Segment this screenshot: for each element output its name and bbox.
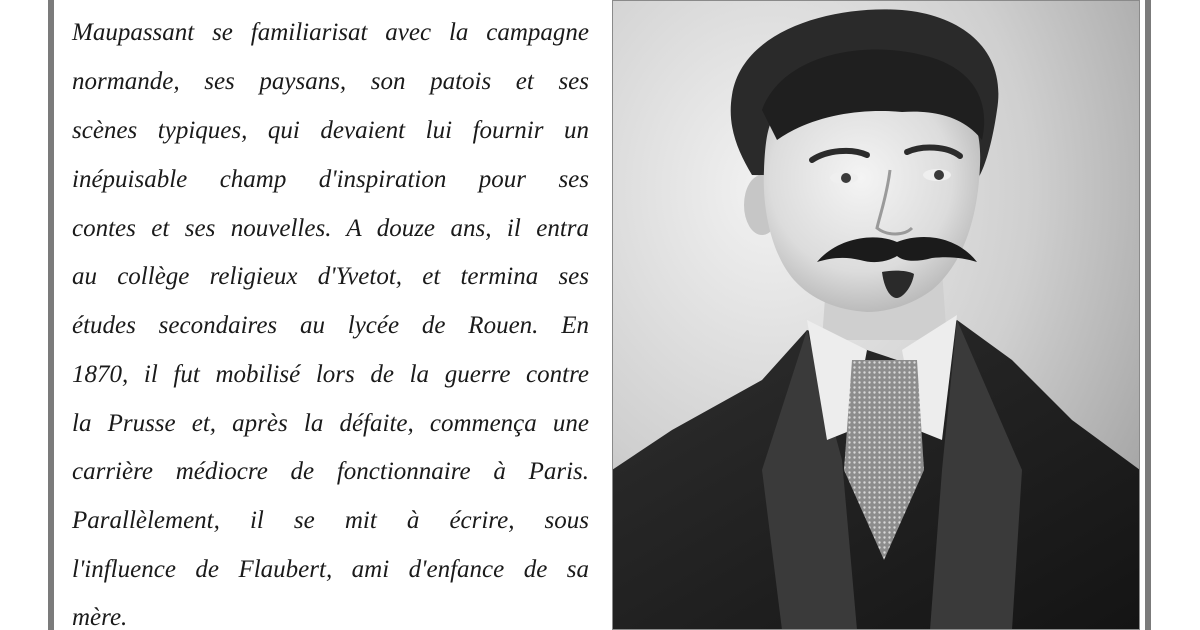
author-portrait-photo [612, 0, 1140, 630]
text-line: normande, ses paysans, son patois et ses [72, 68, 589, 95]
page-frame-right-border [1145, 0, 1151, 630]
text-line: au collège religieux d'Yvetot, et termina ses [72, 263, 589, 290]
text-line: l'influence de Flaubert, ami d'enfance de sa [72, 556, 589, 583]
text-line: carrière médiocre de fonctionnaire à Paris. [72, 458, 589, 485]
text-line: Maupassant se familiarisat avec la campagne [72, 19, 589, 46]
text-line: contes et ses nouvelles. A douze ans, il entra [72, 215, 589, 242]
text-line: études secondaires au lycée de Rouen. En [72, 312, 589, 339]
text-line: 1870, il fut mobilisé lors de la guerre contre [72, 361, 589, 388]
text-line: mère. [72, 604, 128, 630]
text-line: Parallèlement, il se mit à écrire, sous [72, 507, 589, 534]
page-frame-left-border [48, 0, 54, 630]
text-line: inépuisable champ d'inspiration pour ses [72, 166, 589, 193]
text-line: la Prusse et, après la défaite, commença une [72, 410, 589, 437]
biography-text [72, 0, 589, 630]
text-line: scènes typiques, qui devaient lui fournir un [72, 117, 589, 144]
